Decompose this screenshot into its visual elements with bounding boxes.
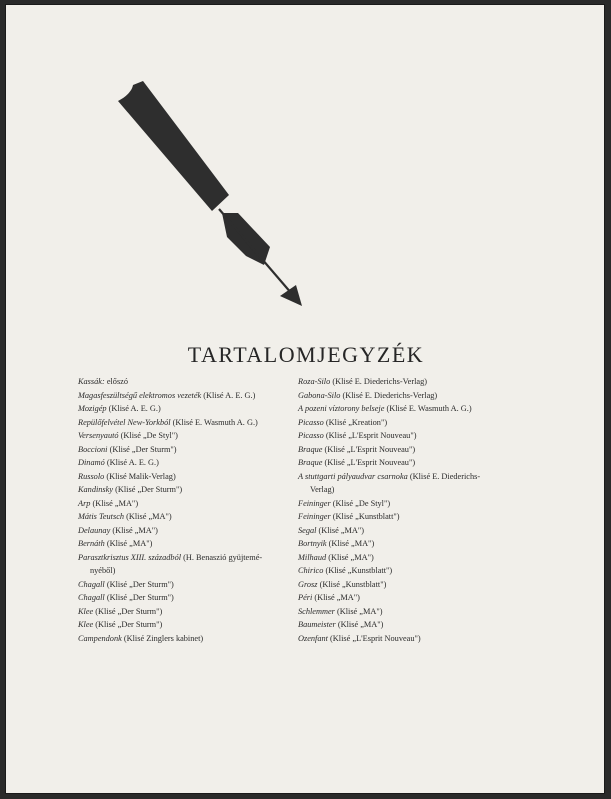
toc-entry-source: (Klisé „Kunstblatt") (332, 512, 400, 521)
toc-entry (78, 632, 288, 646)
toc-entry-source: előszó (106, 377, 129, 386)
toc-entry-title: Klee (78, 606, 94, 616)
toc-entry (298, 551, 506, 565)
toc-entry-continuation: Verlag) (310, 485, 335, 494)
toc-entry-title: Parasztkrisztus XIII. századból (78, 552, 182, 562)
toc-entry (298, 632, 506, 646)
toc-entry (78, 605, 288, 619)
book-page (5, 4, 605, 794)
toc-entry (298, 524, 506, 538)
toc-entry (298, 429, 506, 443)
toc-entry-source: (H. Benaszió gyüjtemé- (183, 552, 263, 562)
toc-entry (298, 497, 506, 511)
toc-entry (78, 443, 288, 457)
toc-entry (78, 375, 288, 389)
toc-entry-title: Chagall (78, 579, 105, 589)
toc-entry-title: Picasso (298, 417, 324, 427)
toc-entry-title: Feininger (298, 512, 331, 521)
toc-entry (78, 416, 288, 430)
toc-entry-source: (Klisé „Kunstblatt") (325, 566, 393, 575)
toc-entry-source: (Klisé „De Styl") (120, 431, 178, 440)
toc-entry-source: (Klisé „MA") (336, 606, 383, 616)
toc-right-column (298, 375, 506, 645)
page-title: TARTALOMJEGYZÉK (187, 342, 425, 367)
toc-entry-source: (Klisé E. Wasmuth A. G.) (172, 417, 258, 427)
toc-entry-source: (Klisé „Kreation") (325, 417, 388, 427)
toc-entry (78, 537, 288, 551)
toc-entry (78, 510, 288, 524)
toc-entry (298, 389, 506, 403)
toc-entry (78, 578, 288, 592)
toc-entry-title: Bortnyik (298, 539, 327, 548)
toc-entry (298, 510, 506, 524)
toc-entry (298, 578, 506, 592)
toc-entry (78, 524, 288, 538)
toc-entry-continuation: nyéből) (90, 566, 116, 575)
toc-entry-title: Klee (78, 620, 94, 629)
toc-entry-source: (Klisé „Kunstblatt") (319, 579, 387, 589)
toc-entry-title: Chagall (78, 593, 105, 602)
toc-entry-source: (Klisé „MA") (92, 498, 139, 508)
toc-entry (298, 537, 506, 551)
toc-entry (298, 456, 506, 470)
toc-entry-title: Milhaud (298, 552, 327, 562)
toc-entry-source: (Klisé A. E. G.) (106, 458, 159, 467)
toc-entry-source: (Klisé „L'Esprit Nouveau") (325, 431, 417, 440)
toc-entry-source: (Klisé „MA") (106, 539, 153, 548)
toc-entry (78, 618, 288, 632)
toc-entry (78, 591, 288, 605)
toc-entry-title: Picasso (298, 431, 324, 440)
toc-entry-source: (Klisé „Der Sturm") (115, 485, 183, 494)
toc-entry-source: (Klisé E. Diederichs- (409, 471, 481, 481)
toc-entry-title: Braque (298, 444, 323, 454)
toc-entry-source: (Klisé E. Diederichs-Verlag) (342, 390, 438, 400)
toc-entry-source: (Klisé „De Styl") (332, 498, 391, 508)
toc-entry (298, 564, 506, 578)
toc-entry-title: Boccioni (78, 444, 108, 454)
toc-entry (78, 402, 288, 416)
toc-entry-title: A pozeni víztorony belseje (298, 404, 385, 413)
toc-entry-source: (Klisé „Der Sturm") (106, 579, 174, 589)
pen-arrow-illustration (6, 5, 606, 325)
toc-entry-source: (Klisé „L'Esprit Nouveau") (324, 444, 416, 454)
arrow-head (280, 285, 302, 306)
toc-entry-title: Repülőfelvétel New-Yorkból (78, 417, 171, 427)
toc-entry-title: Mátis Teutsch (78, 512, 125, 521)
toc-entry-title: Grosz (298, 579, 318, 589)
toc-entry-source: (Klisé E. Diederichs-Verlag) (332, 377, 428, 386)
toc-entry (298, 618, 506, 632)
toc-entry-source: (Klisé „MA") (328, 552, 374, 562)
toc-entry-source: (Klisé „MA") (314, 593, 360, 602)
toc-entry-source: (Klisé „L'Esprit Nouveau") (324, 458, 416, 467)
toc-entry-source: (Klisé Zinglers kabinet) (123, 633, 204, 643)
toc-entry-title: Delaunay (78, 525, 111, 535)
toc-entry-source: (Klisé „MA") (337, 620, 384, 629)
toc-entry (298, 443, 506, 457)
toc-entry-source: (Klisé „Der Sturm") (106, 593, 174, 602)
toc-entry-source: (Klisé Malik-Verlag) (106, 471, 176, 481)
toc-entry-source: (Klisé „MA") (126, 512, 172, 521)
toc-entry-title: Péri (298, 593, 313, 602)
toc-entry-title: Schlemmer (298, 606, 335, 616)
toc-entry-title: Ozenfant (298, 633, 328, 643)
toc-entry (78, 429, 288, 443)
toc-entry-source: (Klisé „MA") (328, 539, 375, 548)
toc-entry-title: Segal (298, 525, 317, 535)
nib-shape (118, 81, 229, 211)
toc-entry-title: Kassák: (78, 377, 105, 386)
toc-entry-title: Campendonk (78, 633, 122, 643)
toc-entry-source: (Klisé „Der Sturm") (95, 606, 163, 616)
toc-entry-title: Dinamó (78, 458, 105, 467)
toc-entry (78, 483, 288, 497)
toc-entry-title: Feininger (298, 498, 331, 508)
toc-entry-source: (Klisé E. Wasmuth A. G.) (386, 404, 472, 413)
toc-entry-title: Mozigép (78, 404, 107, 413)
toc-entry-source: (Klisé „MA") (112, 525, 158, 535)
toc-entry (298, 591, 506, 605)
toc-entry-title: Magasfeszültségű elektromos vezeték (78, 390, 202, 400)
toc-entry (78, 389, 288, 403)
toc-entry-source: (Klisé „L'Esprit Nouveau") (330, 633, 421, 643)
toc-entry-title: Arp (78, 498, 91, 508)
toc-entry-title: Roza-Silo (298, 377, 331, 386)
toc-entry (298, 402, 506, 416)
toc-entry-title: Russolo (78, 471, 105, 481)
toc-entry-title: Braque (298, 458, 323, 467)
toc-entry (78, 456, 288, 470)
toc-entry-title: Bernáth (78, 539, 105, 548)
toc-entry (298, 605, 506, 619)
toc-entry (78, 470, 288, 484)
toc-entry-source: (Klisé A. E. G.) (203, 390, 256, 400)
toc-entry-title: Versenyautó (78, 431, 119, 440)
toc-entry-title: Baumeister (298, 620, 336, 629)
toc-entry (298, 416, 506, 430)
toc-entry-title: A stuttgarti pályaudvar csarnoka (298, 471, 408, 481)
toc-entry-title: Kandinsky (78, 485, 114, 494)
toc-entry (298, 470, 506, 497)
toc-entry-source: (Klisé „Der Sturm") (109, 444, 177, 454)
toc-entry-source: (Klisé A. E. G.) (108, 404, 161, 413)
toc-entry-title: Gabona-Silo (298, 390, 341, 400)
toc-entry (78, 497, 288, 511)
toc-left-column (78, 375, 288, 645)
toc-entry-title: Chirico (298, 566, 324, 575)
arrow-shaft (219, 209, 292, 294)
toc-entry-source: (Klisé „Der Sturm") (95, 620, 163, 629)
toc-entry-source: (Klisé „MA") (318, 525, 365, 535)
toc-entry (298, 375, 506, 389)
toc-entry (78, 551, 288, 578)
